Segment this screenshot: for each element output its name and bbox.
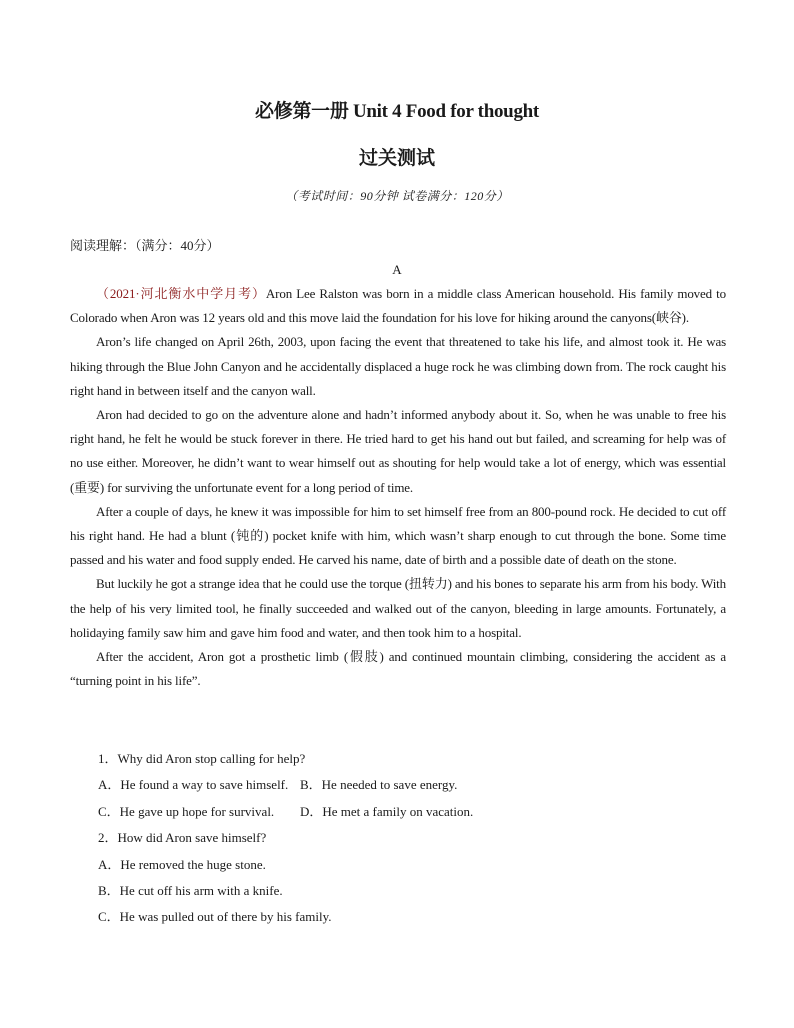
option-d: D．He met a family on vacation. <box>300 803 474 819</box>
exam-info: （考试时间：90分钟 试卷满分：120分） <box>285 189 509 203</box>
section-heading: 阅读理解：（满分：40分） <box>70 238 220 253</box>
option-row <box>70 772 726 798</box>
option-c: C．He was pulled out of there by his family. <box>98 909 332 925</box>
passage-paragraph: Aron’s life changed on April 26th, 2003, upon facing the event that threatened to take his life, and almost took it. He was hiking through the Blue John Canyon and he accidentally displaced a huge rock he was climbing down from. The rock caught his right hand in between itself and the canyon wall. <box>70 334 726 398</box>
passage-paragraph: （2021·河北衡水中学月考）Aron Lee Ralston was born in a middle class American household. His family moved to Colorado when Aron was 12 years old and this move laid the foundation for his love for hiking around the canyons(峡谷). <box>70 286 726 326</box>
option-c: C．He gave up hope for survival. <box>98 803 275 819</box>
option-row <box>70 799 726 825</box>
option-a: A．He found a way to save himself. <box>98 777 289 793</box>
reading-passage <box>70 282 726 693</box>
passage-label: A <box>392 262 402 277</box>
passage-paragraph: After a couple of days, he knew it was impossible for him to set himself free from an 800-pound rock. He decided to cut off his right hand. He had a blunt (钝的) pocket knife with him, which wasn’t sharp enough to cut through the bone. Some time passed and his water and food supply ended. He carved his name, date of birth and a possible date of death on the stone. <box>70 503 726 568</box>
option-b: B．He needed to save energy. <box>300 777 458 793</box>
option-a: A．He removed the huge stone. <box>98 856 266 872</box>
question-stem: 2．How did Aron save himself? <box>98 830 267 846</box>
question-stem: 1．Why did Aron stop calling for help? <box>98 751 306 766</box>
option-b: B．He cut off his arm with a knife. <box>98 883 283 899</box>
passage-paragraph: After the accident, Aron got a prosthetic limb (假肢) and continued mountain climbing, considering the accident as a “turning point in his life”. <box>70 649 726 689</box>
passage-paragraph: But luckily he got a strange idea that he could use the torque (扭转力) and his bones to separate his arm from his body. With the help of his very limited tool, he finally succeeded and walked out of the canyon, bleeding in large amounts. Fortunately, a holidaying family saw him and gave him food and water, and then took him to a hospital. <box>70 576 726 640</box>
passage-paragraph: Aron had decided to go on the adventure alone and hadn’t informed anybody about it. So, when he was unable to free his right hand, he felt he would be stuck forever in there. He tried hard to get his hand out but failed, and screaming for help was of no use either. Moreover, he didn’t want to wear himself out as shouting for help would take a lot of energy, which was essential (重要) for surviving the unfortunate event for a long period of time. <box>70 407 726 495</box>
question-list <box>70 746 726 931</box>
page-title: 必修第一册 Unit 4 Food for thought <box>255 101 539 122</box>
passage-source: （2021·河北衡水中学月考） <box>96 286 266 301</box>
page-subtitle: 过关测试 <box>358 147 435 169</box>
